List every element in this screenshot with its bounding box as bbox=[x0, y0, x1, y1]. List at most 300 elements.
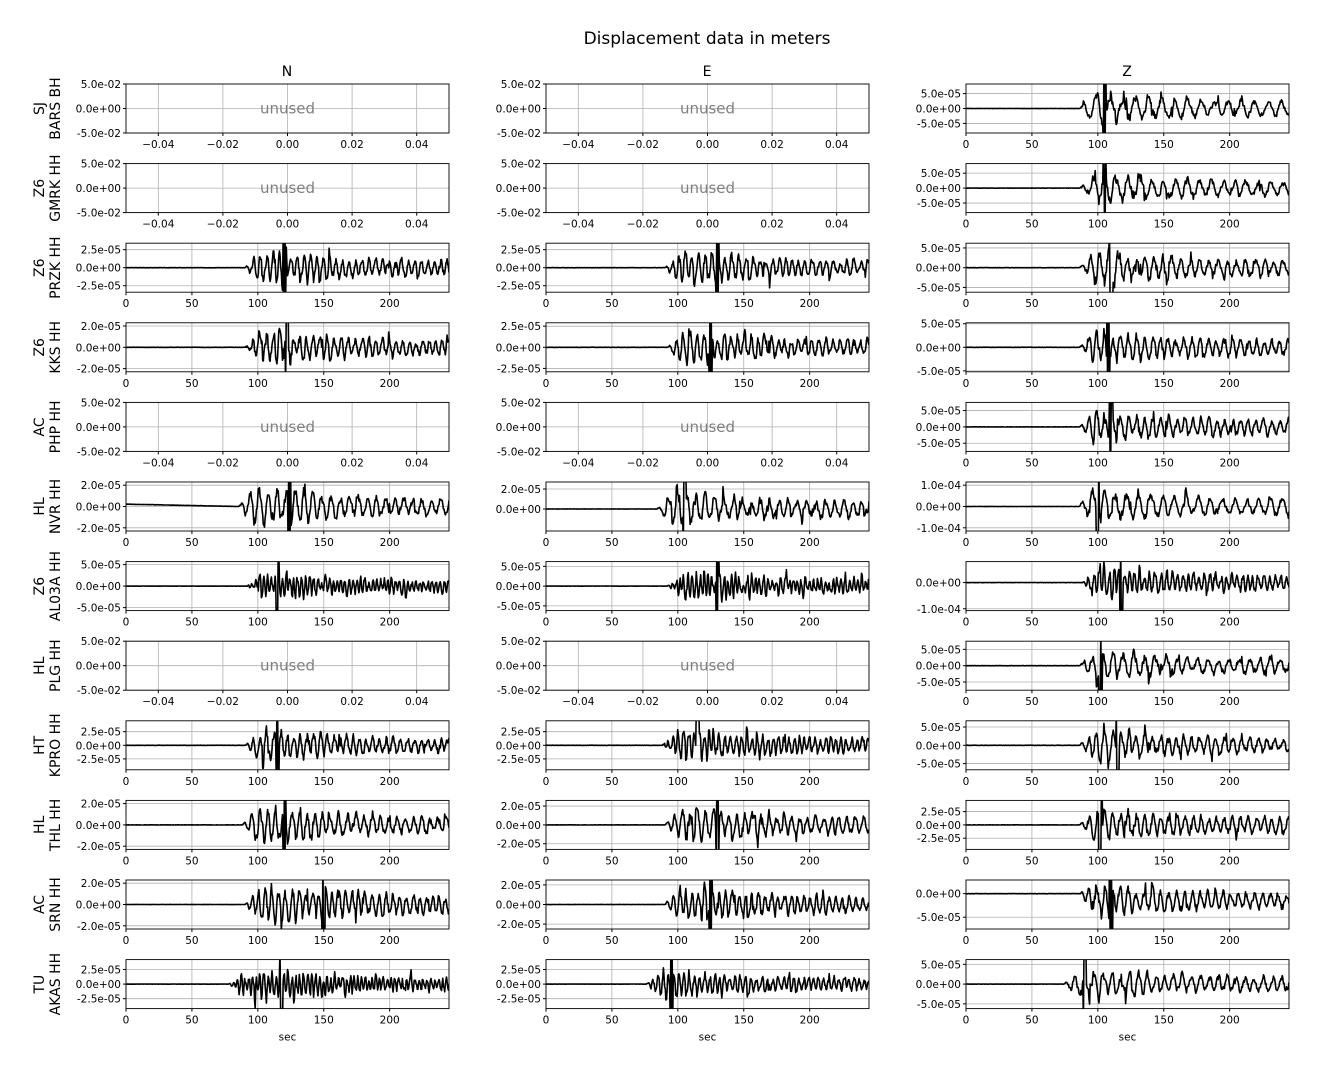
x-tick-label: 50 bbox=[185, 855, 199, 868]
x-tick-label: 0 bbox=[962, 218, 970, 231]
y-tick-label: 0.0e+00 bbox=[495, 740, 541, 753]
trace-panel bbox=[496, 868, 869, 947]
trace-panel bbox=[76, 636, 449, 708]
x-tick-label: 200 bbox=[379, 855, 400, 868]
trace-panel bbox=[76, 469, 449, 549]
y-tick-label: 0.0e+00 bbox=[495, 262, 541, 275]
y-tick-label: -5.0e-02 bbox=[76, 446, 121, 459]
y-tick-label: -5.0e-05 bbox=[76, 602, 121, 615]
column-title-e: E bbox=[702, 64, 712, 80]
x-tick-label: 0.00 bbox=[695, 696, 720, 709]
x-tick-label: 150 bbox=[733, 775, 754, 788]
x-tick-label: 0.04 bbox=[825, 218, 849, 231]
y-tick-label: 5.0e-05 bbox=[920, 405, 961, 418]
x-tick-label: 50 bbox=[605, 377, 619, 390]
x-tick-label: 150 bbox=[313, 537, 334, 549]
x-tick-label: 200 bbox=[379, 1014, 400, 1027]
x-tick-label: 0.04 bbox=[405, 218, 429, 231]
x-tick-label: 150 bbox=[733, 377, 754, 390]
x-tick-label: 50 bbox=[1025, 298, 1039, 311]
y-tick-label: -2.0e-05 bbox=[76, 841, 121, 854]
x-tick-label: 0 bbox=[962, 775, 970, 788]
y-tick-label: -2.0e-05 bbox=[76, 920, 121, 933]
x-tick-label: 100 bbox=[1087, 537, 1108, 549]
x-tick-label: 0 bbox=[962, 298, 970, 311]
unused-label: unused bbox=[679, 656, 736, 675]
row-label-network: HL bbox=[32, 656, 48, 675]
y-tick-label: 0.0e+00 bbox=[495, 979, 541, 992]
x-tick-label: −0.04 bbox=[562, 696, 595, 709]
trace-panel bbox=[916, 856, 1289, 947]
x-tick-label: 0.00 bbox=[275, 139, 300, 151]
y-tick-label: 2.0e-05 bbox=[80, 480, 121, 493]
x-tick-label: 0 bbox=[122, 775, 130, 788]
x-tick-label: 100 bbox=[247, 1014, 268, 1027]
y-tick-label: 5.0e-05 bbox=[920, 168, 961, 181]
x-tick-label: −0.02 bbox=[206, 218, 239, 231]
x-tick-label: −0.04 bbox=[562, 457, 595, 470]
x-tick-label: 150 bbox=[1153, 377, 1174, 390]
trace-panel bbox=[496, 233, 869, 310]
y-tick-label: 1.0e-04 bbox=[920, 480, 961, 493]
station-row bbox=[32, 469, 1289, 549]
trace-panel bbox=[916, 155, 1289, 231]
station-row bbox=[32, 545, 1289, 629]
x-tick-label: 0 bbox=[122, 537, 130, 549]
y-tick-label: -2.0e-05 bbox=[496, 919, 541, 932]
unused-label: unused bbox=[679, 417, 736, 436]
x-tick-label: 150 bbox=[1153, 935, 1174, 947]
x-tick-label: 100 bbox=[667, 855, 688, 868]
row-label-station: NVR HH bbox=[48, 478, 64, 535]
x-tick-label: 200 bbox=[799, 377, 820, 390]
trace-panel bbox=[916, 391, 1289, 469]
y-tick-label: -5.0e-05 bbox=[916, 282, 961, 295]
row-label-station: GMRK HH bbox=[48, 154, 64, 222]
x-tick-label: 0 bbox=[122, 935, 130, 947]
x-tick-label: 0 bbox=[962, 935, 970, 947]
trace-panel bbox=[496, 949, 869, 1044]
unused-label: unused bbox=[259, 656, 316, 675]
station-row bbox=[32, 231, 1289, 310]
x-tick-label: 200 bbox=[799, 537, 820, 549]
y-tick-label: 2.0e-05 bbox=[500, 801, 541, 814]
y-tick-label: 5.0e-02 bbox=[500, 158, 541, 171]
x-tick-label: 100 bbox=[667, 616, 688, 629]
y-tick-label: -5.0e-05 bbox=[916, 438, 961, 451]
x-tick-label: 50 bbox=[185, 1014, 199, 1027]
station-row bbox=[32, 787, 1289, 867]
x-tick-label: 50 bbox=[185, 775, 199, 788]
y-tick-label: -2.5e-05 bbox=[76, 993, 121, 1006]
row-label-station: BARS BH bbox=[48, 77, 64, 140]
trace-panel bbox=[76, 787, 449, 867]
x-tick-label: 0.02 bbox=[340, 696, 364, 709]
x-tick-label: 100 bbox=[667, 935, 688, 947]
y-tick-label: 5.0e-05 bbox=[920, 88, 961, 101]
x-tick-label: 50 bbox=[1025, 377, 1039, 390]
y-tick-label: 0.0e+00 bbox=[75, 899, 121, 912]
x-tick-label: 0.02 bbox=[760, 696, 784, 709]
station-row bbox=[32, 632, 1289, 709]
x-tick-label: 100 bbox=[247, 298, 268, 311]
x-tick-label: 0 bbox=[122, 616, 130, 629]
y-tick-label: 0.0e+00 bbox=[495, 581, 541, 594]
x-tick-label: 0 bbox=[962, 616, 970, 629]
x-axis-label: sec bbox=[698, 1031, 717, 1044]
y-tick-label: -5.0e-05 bbox=[916, 198, 961, 211]
x-tick-label: 150 bbox=[1153, 1014, 1174, 1027]
x-tick-label: 150 bbox=[1153, 218, 1174, 231]
y-tick-label: -2.0e-05 bbox=[76, 363, 121, 376]
x-tick-label: 50 bbox=[1025, 855, 1039, 868]
trace-panel bbox=[76, 310, 449, 390]
x-tick-label: 200 bbox=[799, 935, 820, 947]
x-tick-label: 100 bbox=[667, 1014, 688, 1027]
trace-panel bbox=[916, 545, 1289, 629]
station-row bbox=[32, 310, 1289, 390]
y-tick-label: 0.0e+00 bbox=[495, 183, 541, 196]
x-tick-label: 0.00 bbox=[275, 696, 300, 709]
y-tick-label: 0.0e+00 bbox=[915, 103, 961, 116]
figure-title: Displacement data in meters bbox=[583, 29, 831, 49]
y-tick-label: -5.0e-02 bbox=[496, 685, 541, 698]
row-label-network: HL bbox=[32, 497, 48, 516]
y-tick-label: -5.0e-05 bbox=[916, 758, 961, 771]
x-tick-label: 150 bbox=[313, 1014, 334, 1027]
x-tick-label: −0.04 bbox=[142, 139, 175, 151]
x-tick-label: 50 bbox=[605, 537, 619, 549]
y-tick-label: 0.0e+00 bbox=[915, 262, 961, 275]
x-tick-label: 0.02 bbox=[340, 139, 364, 151]
x-tick-label: −0.04 bbox=[562, 218, 595, 231]
y-tick-label: -5.0e-05 bbox=[916, 365, 961, 378]
y-tick-label: 0.0e+00 bbox=[495, 899, 541, 912]
y-tick-label: 5.0e-05 bbox=[920, 722, 961, 735]
x-tick-label: −0.04 bbox=[562, 139, 595, 151]
x-tick-label: 50 bbox=[1025, 1014, 1039, 1027]
row-label-station: AL03A HH bbox=[48, 550, 64, 622]
y-tick-label: 0.0e+00 bbox=[75, 183, 121, 196]
x-tick-label: 0 bbox=[122, 298, 130, 311]
x-tick-label: 200 bbox=[1219, 935, 1240, 947]
y-tick-label: -5.0e-02 bbox=[76, 685, 121, 698]
x-tick-label: 150 bbox=[1153, 298, 1174, 311]
trace-panel bbox=[76, 949, 449, 1044]
trace-panel bbox=[916, 710, 1289, 788]
y-tick-label: 5.0e-02 bbox=[80, 79, 121, 91]
x-tick-label: −0.02 bbox=[206, 457, 239, 470]
y-tick-label: 0.0e+00 bbox=[915, 421, 961, 434]
y-tick-label: -5.0e-02 bbox=[496, 207, 541, 220]
y-tick-label: 0.0e+00 bbox=[495, 421, 541, 434]
x-tick-label: 50 bbox=[1025, 696, 1039, 709]
x-tick-label: 0 bbox=[962, 696, 970, 709]
x-tick-label: 0.00 bbox=[275, 457, 300, 470]
x-tick-label: 100 bbox=[247, 935, 268, 947]
y-tick-label: 5.0e-02 bbox=[80, 397, 121, 410]
x-tick-label: 150 bbox=[313, 616, 334, 629]
x-tick-label: 200 bbox=[379, 935, 400, 947]
x-tick-label: 50 bbox=[605, 298, 619, 311]
x-axis-label: sec bbox=[1118, 1031, 1137, 1044]
row-label-station: SRN HH bbox=[48, 877, 64, 932]
row-label-network: SJ bbox=[32, 101, 48, 116]
x-tick-label: 200 bbox=[1219, 775, 1240, 788]
x-tick-label: 0.00 bbox=[695, 457, 720, 470]
x-tick-label: −0.02 bbox=[626, 457, 659, 470]
trace-panel bbox=[76, 550, 449, 629]
waveform-trace bbox=[126, 867, 449, 942]
y-tick-label: 0.0e+00 bbox=[75, 740, 121, 753]
y-tick-label: 5.0e-05 bbox=[920, 644, 961, 657]
x-tick-label: 0 bbox=[542, 298, 550, 311]
x-tick-label: 150 bbox=[1153, 139, 1174, 151]
y-tick-label: 0.0e+00 bbox=[75, 660, 121, 673]
x-tick-label: 150 bbox=[733, 1014, 754, 1027]
x-tick-label: 200 bbox=[379, 377, 400, 390]
row-label-network: AC bbox=[32, 417, 48, 437]
trace-panel bbox=[496, 159, 869, 231]
x-tick-label: 100 bbox=[1087, 457, 1108, 470]
y-tick-label: 0.0e+00 bbox=[75, 979, 121, 992]
y-tick-label: 2.5e-05 bbox=[80, 726, 121, 739]
x-tick-label: 150 bbox=[733, 616, 754, 629]
y-tick-label: 2.0e-05 bbox=[80, 878, 121, 891]
trace-panel bbox=[76, 867, 449, 947]
x-tick-label: 200 bbox=[1219, 855, 1240, 868]
panel-grid bbox=[32, 73, 1289, 1044]
y-tick-label: -5.0e-05 bbox=[916, 677, 961, 690]
station-row bbox=[32, 391, 1289, 469]
x-tick-label: 100 bbox=[667, 298, 688, 311]
y-tick-label: -2.5e-05 bbox=[76, 280, 121, 293]
y-tick-label: 2.5e-05 bbox=[80, 964, 121, 977]
trace-panel bbox=[76, 397, 449, 469]
y-tick-label: 0.0e+00 bbox=[915, 819, 961, 832]
x-tick-label: 0.02 bbox=[340, 457, 364, 470]
y-tick-label: -5.0e-02 bbox=[76, 128, 121, 140]
x-tick-label: 0 bbox=[542, 1014, 550, 1027]
x-tick-label: 50 bbox=[185, 935, 199, 947]
x-tick-label: 0 bbox=[122, 1014, 130, 1027]
x-tick-label: 150 bbox=[733, 298, 754, 311]
trace-panel bbox=[496, 789, 869, 868]
x-tick-label: 150 bbox=[1153, 855, 1174, 868]
unused-label: unused bbox=[679, 179, 736, 198]
y-tick-label: -2.0e-05 bbox=[496, 838, 541, 851]
y-tick-label: 0.0e+00 bbox=[495, 103, 541, 116]
unused-label: unused bbox=[259, 99, 316, 118]
y-tick-label: -2.5e-05 bbox=[496, 363, 541, 376]
x-tick-label: 100 bbox=[247, 855, 268, 868]
x-tick-label: 50 bbox=[1025, 616, 1039, 629]
y-tick-label: 0.0e+00 bbox=[915, 577, 961, 590]
x-tick-label: 100 bbox=[667, 537, 688, 549]
x-tick-label: 200 bbox=[1219, 298, 1240, 311]
y-tick-label: -5.0e-02 bbox=[76, 207, 121, 220]
station-row bbox=[32, 154, 1289, 230]
x-tick-label: 200 bbox=[1219, 377, 1240, 390]
x-tick-label: 0.02 bbox=[340, 218, 364, 231]
trace-panel bbox=[916, 73, 1289, 151]
x-tick-label: 0.04 bbox=[405, 457, 429, 470]
x-tick-label: 200 bbox=[379, 298, 400, 311]
x-tick-label: 200 bbox=[1219, 537, 1240, 549]
x-tick-label: 200 bbox=[379, 616, 400, 629]
y-tick-label: 5.0e-02 bbox=[500, 397, 541, 410]
y-tick-label: 5.0e-02 bbox=[500, 636, 541, 649]
x-tick-label: 50 bbox=[605, 855, 619, 868]
x-tick-label: 0.04 bbox=[825, 696, 849, 709]
x-tick-label: 0 bbox=[962, 457, 970, 470]
y-tick-label: 0.0e+00 bbox=[75, 262, 121, 275]
x-tick-label: 0.02 bbox=[760, 457, 784, 470]
x-tick-label: 100 bbox=[667, 377, 688, 390]
row-label-station: PLG HH bbox=[48, 639, 64, 693]
y-tick-label: 5.0e-02 bbox=[80, 636, 121, 649]
row-label-station: THL HH bbox=[48, 798, 64, 852]
x-tick-label: −0.02 bbox=[206, 696, 239, 709]
y-tick-label: 0.0e+00 bbox=[75, 103, 121, 116]
row-label-station: KPRO HH bbox=[48, 713, 64, 778]
x-tick-label: −0.04 bbox=[142, 218, 175, 231]
x-tick-label: 150 bbox=[733, 935, 754, 947]
x-tick-label: 200 bbox=[799, 775, 820, 788]
column-title-n: N bbox=[281, 64, 293, 80]
x-tick-label: −0.04 bbox=[142, 457, 175, 470]
y-tick-label: 2.5e-05 bbox=[500, 244, 541, 257]
row-label-network: TU bbox=[32, 974, 48, 994]
x-tick-label: 150 bbox=[1153, 775, 1174, 788]
row-label-station: AKAS HH bbox=[48, 952, 64, 1016]
x-tick-label: 0.04 bbox=[405, 696, 429, 709]
x-tick-label: 100 bbox=[1087, 377, 1108, 390]
y-tick-label: 0.0e+00 bbox=[495, 342, 541, 355]
x-tick-label: 0.04 bbox=[825, 457, 849, 470]
unused-label: unused bbox=[259, 179, 316, 198]
y-tick-label: 5.0e-05 bbox=[920, 959, 961, 972]
x-tick-label: 200 bbox=[379, 775, 400, 788]
x-tick-label: −0.02 bbox=[626, 218, 659, 231]
x-tick-label: 50 bbox=[185, 298, 199, 311]
y-tick-label: 0.0e+00 bbox=[915, 888, 961, 901]
x-tick-label: 100 bbox=[1087, 218, 1108, 231]
x-tick-label: 200 bbox=[799, 1014, 820, 1027]
y-tick-label: 5.0e-02 bbox=[80, 158, 121, 171]
x-tick-label: 0 bbox=[962, 537, 970, 549]
y-tick-label: -5.0e-05 bbox=[916, 118, 961, 131]
x-tick-label: 50 bbox=[605, 1014, 619, 1027]
y-tick-label: -1.0e-04 bbox=[916, 522, 961, 535]
x-tick-label: −0.02 bbox=[626, 696, 659, 709]
x-tick-label: 100 bbox=[247, 616, 268, 629]
y-tick-label: 0.0e+00 bbox=[915, 342, 961, 355]
x-tick-label: 0.02 bbox=[760, 218, 784, 231]
y-tick-label: -2.5e-05 bbox=[76, 753, 121, 766]
station-row bbox=[32, 73, 1289, 151]
x-tick-label: 0.04 bbox=[825, 139, 849, 151]
x-tick-label: 100 bbox=[247, 775, 268, 788]
y-tick-label: -5.0e-02 bbox=[496, 128, 541, 140]
x-tick-label: 150 bbox=[313, 377, 334, 390]
row-label-network: Z6 bbox=[32, 338, 48, 357]
x-tick-label: 100 bbox=[247, 377, 268, 390]
trace-panel bbox=[916, 310, 1289, 390]
x-tick-label: 200 bbox=[799, 298, 820, 311]
x-tick-label: 150 bbox=[1153, 696, 1174, 709]
x-tick-label: 100 bbox=[1087, 1014, 1108, 1027]
x-tick-label: 50 bbox=[1025, 457, 1039, 470]
x-tick-label: 200 bbox=[799, 616, 820, 629]
x-tick-label: 50 bbox=[605, 775, 619, 788]
x-tick-label: 0 bbox=[962, 1014, 970, 1027]
x-tick-label: 150 bbox=[313, 775, 334, 788]
y-tick-label: 0.0e+00 bbox=[495, 660, 541, 673]
y-tick-label: -2.5e-05 bbox=[496, 280, 541, 293]
y-tick-label: 5.0e-05 bbox=[920, 318, 961, 331]
y-tick-label: 2.0e-05 bbox=[80, 798, 121, 811]
y-tick-label: 0.0e+00 bbox=[495, 504, 541, 516]
x-tick-label: 50 bbox=[1025, 775, 1039, 788]
y-tick-label: 0.0e+00 bbox=[915, 979, 961, 992]
x-tick-label: 0.00 bbox=[275, 218, 300, 231]
y-tick-label: -2.5e-05 bbox=[916, 833, 961, 846]
y-tick-label: -2.0e-05 bbox=[76, 522, 121, 535]
x-tick-label: 150 bbox=[733, 537, 754, 549]
x-tick-label: 200 bbox=[1219, 696, 1240, 709]
x-tick-label: 100 bbox=[1087, 935, 1108, 947]
row-label-station: PRZK HH bbox=[48, 236, 64, 299]
trace-panel bbox=[496, 471, 869, 549]
x-tick-label: 100 bbox=[1087, 616, 1108, 629]
x-tick-label: 200 bbox=[1219, 139, 1240, 151]
trace-panel bbox=[76, 709, 449, 788]
y-tick-label: 0.0e+00 bbox=[75, 501, 121, 514]
x-tick-label: 0 bbox=[542, 537, 550, 549]
station-row bbox=[32, 856, 1289, 947]
trace-panel bbox=[496, 311, 869, 390]
x-tick-label: 200 bbox=[1219, 218, 1240, 231]
trace-panel bbox=[916, 632, 1289, 709]
x-tick-label: 0 bbox=[122, 855, 130, 868]
x-tick-label: 100 bbox=[667, 775, 688, 788]
x-tick-label: 150 bbox=[733, 855, 754, 868]
x-tick-label: 200 bbox=[379, 537, 400, 549]
trace-panel bbox=[496, 709, 869, 788]
x-tick-label: 200 bbox=[1219, 457, 1240, 470]
x-tick-label: 50 bbox=[1025, 218, 1039, 231]
trace-panel bbox=[76, 79, 449, 151]
y-tick-label: -5.0e-05 bbox=[916, 998, 961, 1011]
trace-panel bbox=[496, 79, 869, 151]
y-tick-label: 0.0e+00 bbox=[75, 421, 121, 434]
row-label-network: Z6 bbox=[32, 178, 48, 198]
row-label-network: AC bbox=[32, 894, 48, 915]
y-tick-label: 2.0e-05 bbox=[500, 879, 541, 892]
x-tick-label: 100 bbox=[247, 537, 268, 549]
row-label-network: Z6 bbox=[32, 576, 48, 596]
x-tick-label: 200 bbox=[1219, 616, 1240, 629]
column-title-z: Z bbox=[1122, 64, 1132, 80]
x-axis-label: sec bbox=[278, 1031, 297, 1044]
row-label-network: HL bbox=[32, 815, 48, 835]
y-tick-label: -2.5e-05 bbox=[496, 753, 541, 766]
unused-label: unused bbox=[679, 99, 736, 118]
x-tick-label: 50 bbox=[185, 537, 199, 549]
y-tick-label: 0.0e+00 bbox=[75, 819, 121, 832]
x-tick-label: 200 bbox=[1219, 1014, 1240, 1027]
